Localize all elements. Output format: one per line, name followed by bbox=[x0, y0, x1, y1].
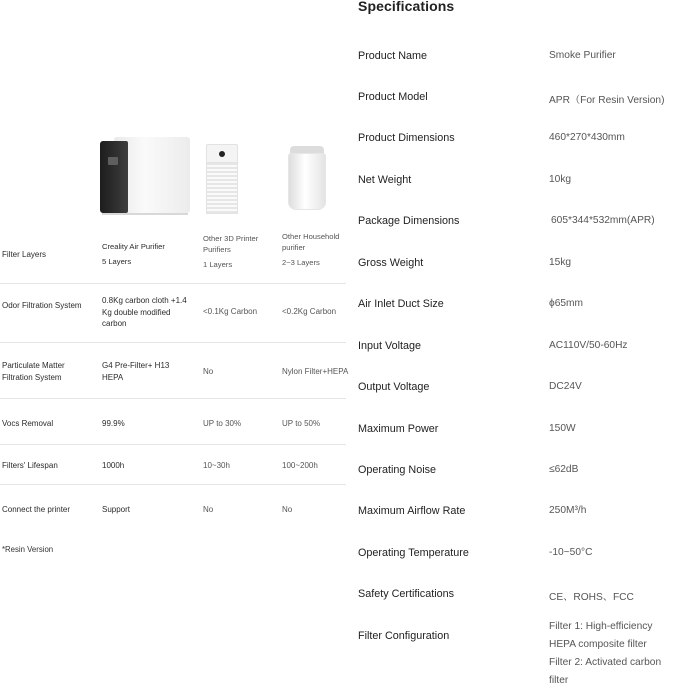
spec-value: CE、ROHS、FCC bbox=[549, 592, 634, 603]
spec-row-product-name bbox=[346, 50, 679, 70]
spec-row-operating-temperature bbox=[346, 547, 679, 567]
spec-label: Air Inlet Duct Size bbox=[358, 298, 444, 310]
cell-lifespan-3d: 10~30h bbox=[203, 461, 230, 470]
row-divider bbox=[0, 444, 346, 445]
spec-value: AC110V/50-60Hz bbox=[549, 340, 628, 351]
spec-label: Net Weight bbox=[358, 174, 412, 186]
cell-connect-3d: No bbox=[203, 505, 214, 514]
cell-vocs-creality: 99.9% bbox=[102, 419, 125, 428]
spec-label: Output Voltage bbox=[358, 381, 430, 393]
row-divider bbox=[0, 342, 346, 343]
comparison-panel bbox=[0, 0, 349, 669]
spec-row-package-dimensions bbox=[346, 215, 679, 235]
cell-vocs-3d: UP to 30% bbox=[203, 419, 242, 428]
spec-label: Input Voltage bbox=[358, 340, 422, 352]
cell-lifespan-household: 100~200h bbox=[282, 461, 318, 470]
spec-label: Filter Configuration bbox=[358, 630, 450, 642]
spec-row-product-model bbox=[346, 91, 679, 111]
spec-value: 15kg bbox=[549, 257, 572, 268]
spec-row-output-voltage bbox=[346, 381, 679, 401]
spec-value: ϕ65mm bbox=[549, 298, 584, 309]
spec-value: -10~50°C bbox=[549, 547, 593, 558]
cell-odor-3d: <0.1Kg Carbon bbox=[203, 307, 258, 316]
row-label-particulate: Particulate Matter Filtration System bbox=[2, 361, 65, 382]
spec-value: 250M³/h bbox=[549, 505, 587, 516]
row-label-vocs: Vocs Removal bbox=[2, 419, 54, 428]
spec-label: Safety Certifications bbox=[358, 588, 455, 600]
spec-label: Product Name bbox=[358, 50, 428, 62]
spec-row-operating-noise bbox=[346, 464, 679, 484]
cell-odor-household: <0.2Kg Carbon bbox=[282, 307, 337, 316]
spec-value: APR（For Resin Version) bbox=[549, 95, 665, 106]
household-purifier-image bbox=[288, 146, 326, 210]
creality-air-purifier-image bbox=[100, 137, 192, 215]
spec-value: 605*344*532mm(APR) bbox=[551, 215, 655, 226]
col-header-creality: Creality Air Purifier 5 Layers bbox=[102, 242, 165, 266]
row-divider bbox=[0, 398, 346, 399]
row-divider bbox=[0, 484, 346, 485]
row-label-lifespan: Filters' Lifespan bbox=[2, 461, 58, 470]
other-3d-printer-purifier-image bbox=[206, 144, 236, 212]
spec-row-airflow-rate bbox=[346, 505, 679, 525]
specifications-title: Specifications bbox=[358, 0, 455, 14]
row-label-odor: Odor Filtration System bbox=[2, 301, 82, 310]
cell-odor-creality: 0.8Kg carbon cloth +1.4 Kg double modified carbon bbox=[102, 296, 187, 328]
spec-row-input-voltage bbox=[346, 340, 679, 360]
spec-label: Maximum Power bbox=[358, 423, 439, 435]
cell-particulate-household: Nylon Filter+HEPA bbox=[282, 367, 349, 376]
specifications-panel bbox=[346, 0, 679, 686]
spec-label: Gross Weight bbox=[358, 257, 424, 269]
row-label-filter-layers: Filter Layers bbox=[2, 250, 47, 259]
col-header-3d-printer: Other 3D Printer Purifiers 1 Layers bbox=[203, 234, 259, 269]
resin-version-note: *Resin Version bbox=[2, 545, 54, 554]
spec-value: DC24V bbox=[549, 381, 582, 392]
spec-label: Operating Temperature bbox=[358, 547, 469, 559]
spec-label: Operating Noise bbox=[358, 464, 437, 476]
cell-particulate-3d: No bbox=[203, 367, 214, 376]
spec-value: Smoke Purifier bbox=[549, 50, 616, 61]
spec-label: Product Model bbox=[358, 91, 428, 103]
spec-label: Product Dimensions bbox=[358, 132, 455, 144]
cell-lifespan-creality: 1000h bbox=[102, 461, 125, 470]
spec-value: ≤62dB bbox=[549, 464, 579, 475]
cell-connect-household: No bbox=[282, 505, 293, 514]
spec-value: 150W bbox=[549, 423, 576, 434]
spec-label: Package Dimensions bbox=[358, 215, 460, 227]
spec-value: 10kg bbox=[549, 174, 572, 185]
spec-row-filter-configuration bbox=[346, 621, 679, 686]
spec-label: Maximum Airflow Rate bbox=[358, 505, 466, 517]
cell-vocs-household: UP to 50% bbox=[282, 419, 321, 428]
spec-value: Filter 1: High-efficiency HEPA composite filter Filter 2: Activated carbon filter bbox=[549, 621, 662, 686]
cell-connect-creality: Support bbox=[102, 505, 131, 514]
cell-particulate-creality: G4 Pre-Filter+ H13 HEPA bbox=[102, 361, 170, 382]
spec-row-product-dimensions bbox=[346, 132, 679, 152]
spec-row-gross-weight bbox=[346, 257, 679, 277]
spec-row-air-inlet bbox=[346, 298, 679, 318]
spec-row-safety-certifications bbox=[346, 588, 679, 608]
row-label-connect: Connect the printer bbox=[2, 505, 71, 514]
row-divider bbox=[0, 283, 346, 284]
col-header-household: Other Household purifier 2~3 Layers bbox=[282, 232, 340, 267]
spec-row-net-weight bbox=[346, 174, 679, 194]
spec-value: 460*270*430mm bbox=[549, 132, 625, 143]
spec-row-max-power bbox=[346, 423, 679, 443]
